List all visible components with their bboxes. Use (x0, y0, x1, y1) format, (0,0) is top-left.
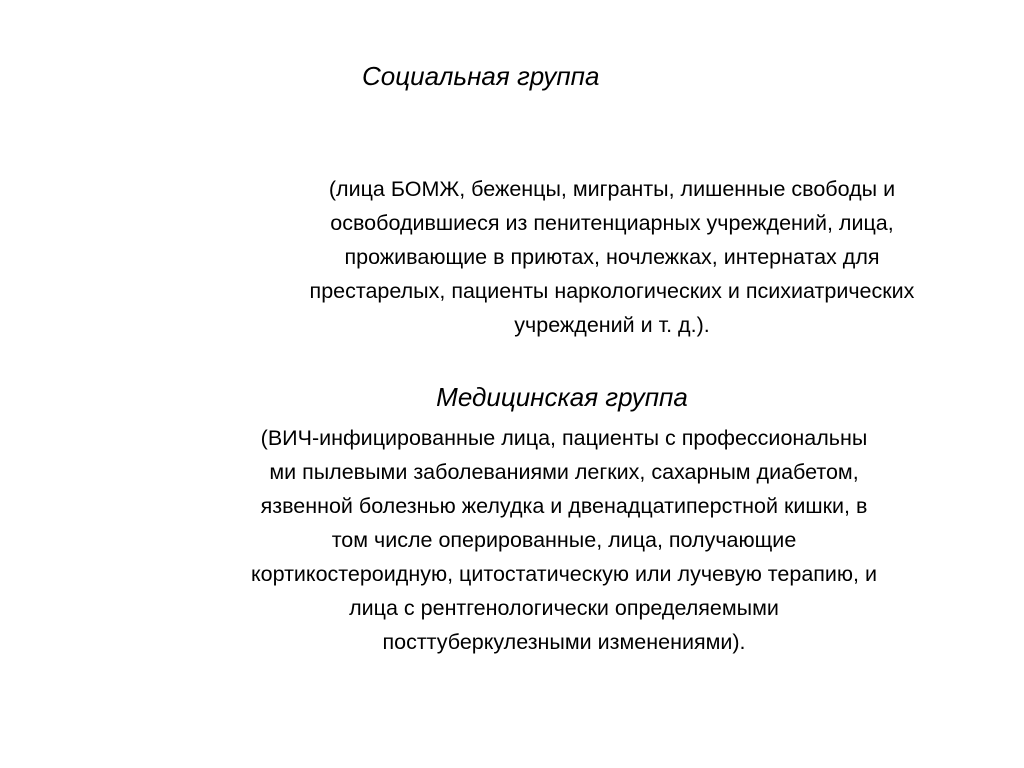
social-group-line: (лица БОМЖ, беженцы, мигранты, лишенные свободы и (328, 177, 896, 201)
medical-group-line: (ВИЧ-инфицированные лица, пациенты с профессиональны (260, 426, 868, 450)
social-group-line: освободившиеся из пенитенциарных учреждений, лица, (330, 211, 894, 235)
medical-group-line: ми пылевыми заболеваниями легких, сахарным диабетом, (269, 460, 859, 484)
medical-group-line: язвенной болезнью желудка и двенадцатиперстной кишки, в (260, 494, 868, 518)
social-group-title: Социальная группа (362, 61, 600, 91)
medical-group-line: том числе оперированные, лица, получающие (331, 528, 797, 552)
social-group-line: проживающие в приютах, ночлежках, интернатах для (344, 245, 880, 269)
medical-group-line: посттуберкулезными изменениями). (382, 630, 746, 654)
social-group-line: учреждений и т. д.). (514, 313, 710, 337)
social-group-description (112, 172, 1024, 342)
medical-group-line: кортикостероидную, цитостатическую или лучевую терапию, и (250, 562, 878, 586)
social-group-line: престарелых, пациенты наркологических и психиатрических (309, 279, 915, 303)
medical-group-line: лица с рентгенологически определяемыми (349, 596, 779, 620)
medical-group-title: Медицинская группа (436, 382, 688, 412)
medical-group-description (64, 421, 1024, 659)
